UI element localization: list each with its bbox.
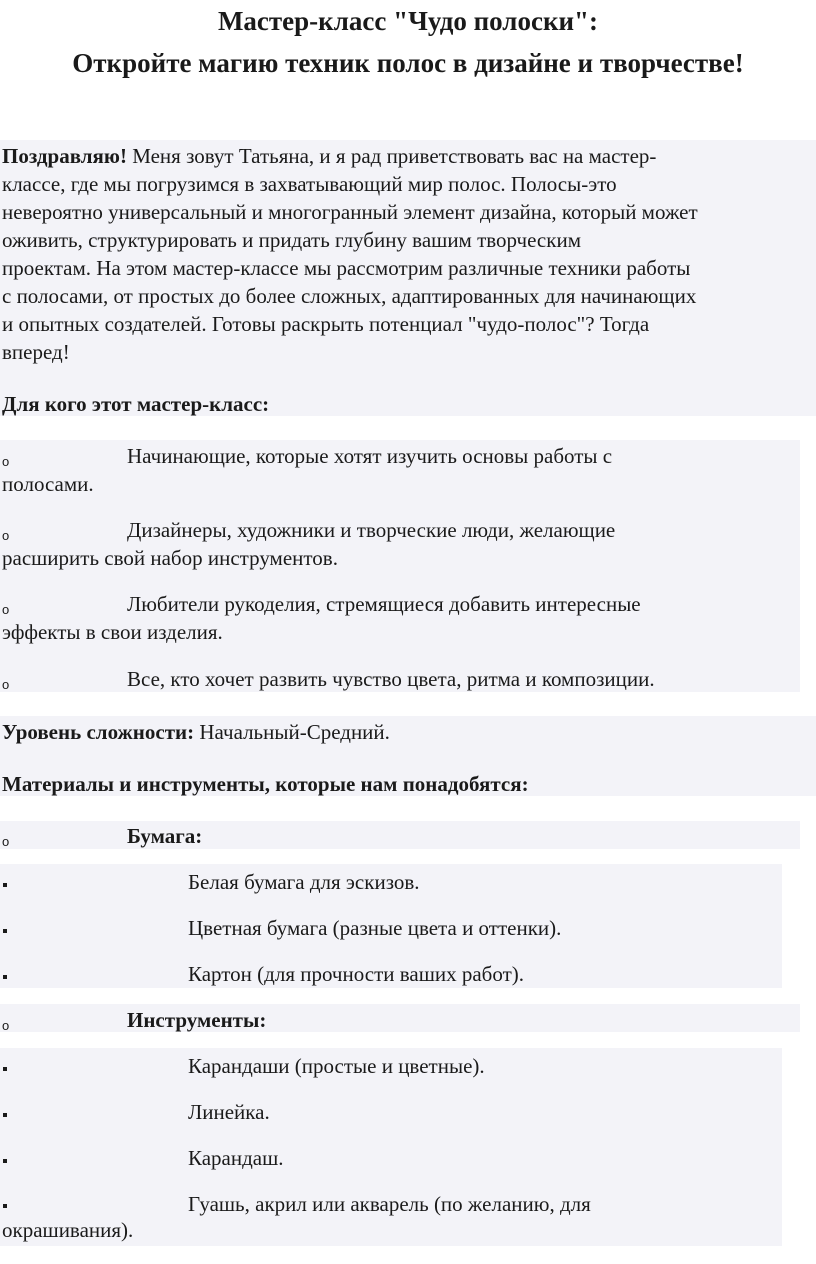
intro-line-2: классе, где мы погрузимся в захватывающий мир полос. Полосы-это	[2, 172, 617, 196]
square-bullet	[3, 883, 7, 887]
square-bullet	[3, 975, 7, 979]
paper-heading: Бумага:	[127, 824, 203, 848]
page-subtitle: Откройте магию техник полос в дизайне и творчестве!	[72, 48, 744, 78]
list-bullet: o	[2, 834, 10, 849]
list-item: Карандаш.	[188, 1146, 284, 1170]
list-item-cont: окрашивания).	[2, 1218, 134, 1242]
difficulty-level: Уровень сложности: Начальный-Средний.	[2, 720, 390, 744]
list-item: Картон (для прочности ваших работ).	[188, 962, 524, 986]
intro-line-3: невероятно универсальный и многогранный элемент дизайна, который может	[2, 200, 698, 224]
audience-heading: Для кого этот мастер-класс:	[2, 392, 270, 416]
list-bullet: o	[2, 1018, 10, 1033]
square-bullet	[3, 1113, 7, 1117]
list-item: Любители рукоделия, стремящиеся добавить интересные	[127, 592, 641, 616]
intro-line-7: и опытных создателей. Готовы раскрыть потенциал "чудо-полос"? Тогда	[2, 312, 650, 336]
intro-line-5: проектам. На этом мастер-классе мы рассмотрим различные техники работы	[2, 256, 691, 280]
page-title: Мастер-класс "Чудо полоски":	[217, 6, 599, 36]
list-item-cont: полосами.	[2, 472, 94, 496]
list-bullet: o	[2, 602, 10, 617]
paper-section	[0, 821, 800, 849]
list-item: Цветная бумага (разные цвета и оттенки).	[188, 916, 562, 940]
list-bullet: o	[2, 677, 10, 692]
list-bullet: o	[2, 528, 10, 543]
list-item: Начинающие, которые хотят изучить основы работы с	[127, 444, 613, 468]
square-bullet	[3, 929, 7, 933]
list-item-cont: расширить свой набор инструментов.	[2, 546, 338, 570]
list-item-cont: эффекты в свои изделия.	[2, 620, 223, 644]
intro-line-1: Поздравляю! Меня зовут Татьяна, и я рад приветствовать вас на мастер-	[2, 144, 657, 168]
list-item: Карандаши (простые и цветные).	[188, 1054, 485, 1078]
square-bullet	[3, 1067, 7, 1071]
materials-heading: Материалы и инструменты, которые нам понадобятся:	[2, 772, 529, 796]
tools-section	[0, 1004, 800, 1032]
list-item: Все, кто хочет развить чувство цвета, ритма и композиции.	[127, 667, 655, 691]
square-bullet	[3, 1159, 7, 1163]
square-bullet	[3, 1204, 7, 1208]
intro-greeting: Поздравляю!	[2, 144, 127, 168]
list-item: Белая бумага для эскизов.	[188, 870, 420, 894]
list-item: Дизайнеры, художники и творческие люди, желающие	[127, 518, 616, 542]
intro-line-8: вперед!	[2, 340, 70, 364]
list-item: Гуашь, акрил или акварель (по желанию, для	[188, 1192, 591, 1216]
list-item: Линейка.	[188, 1100, 270, 1124]
tools-heading: Инструменты:	[127, 1008, 267, 1032]
intro-line-6: с полосами, от простых до более сложных, адаптированных для начинающих	[2, 284, 697, 308]
list-bullet: o	[2, 454, 10, 469]
intro-line-4: оживить, структурировать и придать глубину вашим творческим	[2, 228, 581, 252]
